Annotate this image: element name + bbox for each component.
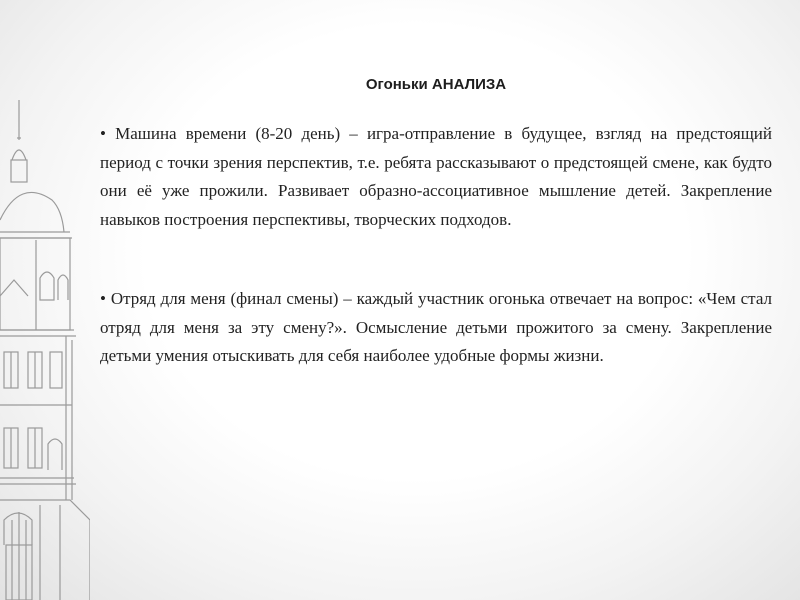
slide-title: Огоньки АНАЛИЗА (365, 76, 507, 93)
building-illustration (0, 0, 90, 600)
paragraph-time-machine: • Машина времени (8-20 день) – игра-отправление в будущее, взгляд на предстоящий период с точки зрения перспектив, т.е. ребята рассказывают о предстоящей смене, как будто они её уже прожили. Развивает образно-ассоциативное мышление детей. Закрепление навыков построения перспективы, творческих подходов. (100, 124, 772, 229)
paragraph-squad-for-me: • Отряд для меня (финал смены) – каждый участник огонька отвечает на вопрос: «Чем стал отряд для меня за эту смену?». Осмысление детьми прожитого за смену. Закрепление детьми умения отыскивать для себя наиболее удобные формы жизни. (100, 289, 772, 365)
